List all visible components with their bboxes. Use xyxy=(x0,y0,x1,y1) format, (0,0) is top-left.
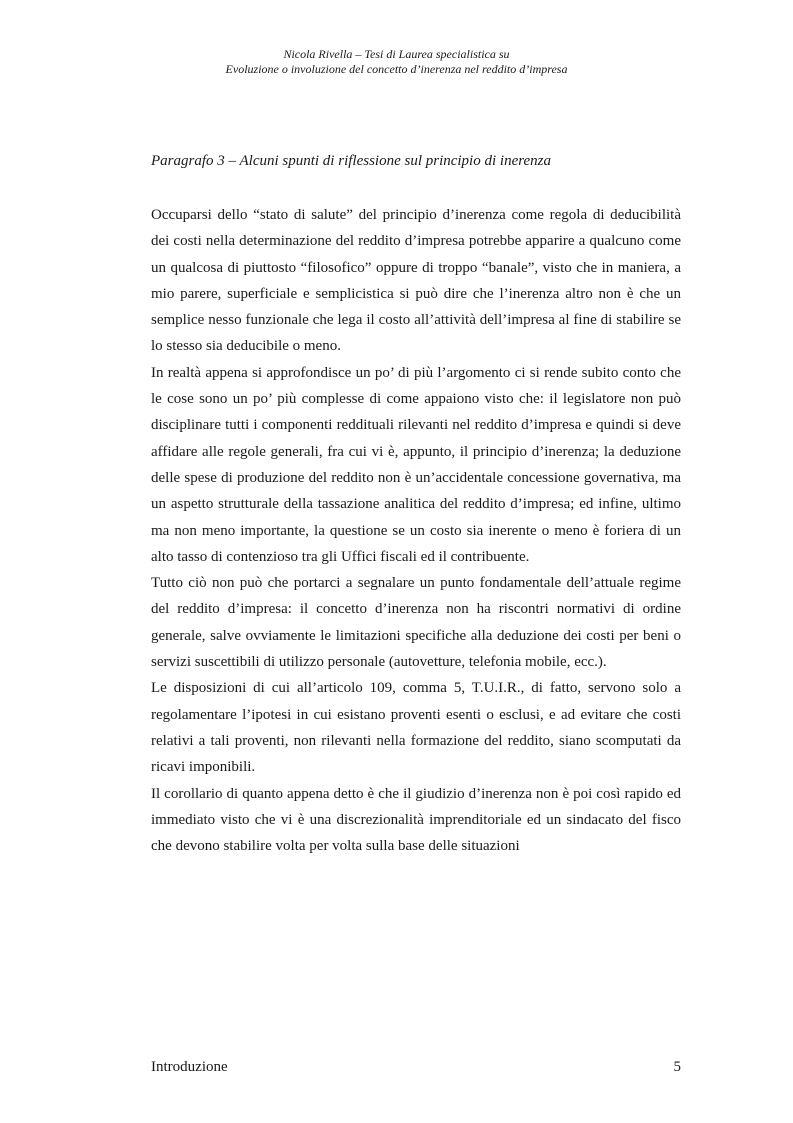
header-author-line: Nicola Rivella – Tesi di Laurea specialistica su xyxy=(283,47,510,61)
footer-section-label: Introduzione xyxy=(151,1059,228,1075)
header-title-line: Evoluzione o involuzione del concetto d’inerenza nel reddito d’impresa xyxy=(225,62,568,76)
page-footer xyxy=(151,1058,681,1076)
paragraph: In realtà appena si approfondisce un po’ di più l’argomento ci si rende subito conto che le cose sono un po’ più complesse di come appaiono visto che: il legislatore non può disciplinare tutti i componenti reddituali rilevanti nel reddito d’impresa e quindi si deve affidare alle regole generali, fra cui vi è, appunto, il principio d’inerenza; la deduzione delle spese di produzione del reddito non è un’accidentale concessione governativa, ma un aspetto strutturale della tassazione analitica del reddito d’impresa; ed infine, ultimo ma non meno importante, la questione se un costo sia inerente o meno è foriera di un alto tasso di contenzioso tra gli Uffici fiscali ed il contribuente. xyxy=(151,364,681,565)
paragraph: Tutto ciò non può che portarci a segnalare un punto fondamentale dell’attuale regime del reddito d’impresa: il concetto d’inerenza non ha riscontri normativi di ordine generale, salve ovviamente le limitazioni specifiche alla deduzione dei costi per beni o servizi suscettibili di utilizzo personale (autovetture, telefonia mobile, ecc.). xyxy=(151,575,681,671)
paragraph: Il corollario di quanto appena detto è che il giudizio d’inerenza non è poi così rapido ed immediato visto che vi è una discrezionalità imprenditoriale ed un sindacato del fisco che devono stabilire volta per volta sulla base delle situazioni xyxy=(151,785,681,855)
section-title: Paragrafo 3 – Alcuni spunti di riflessione sul principio di inerenza xyxy=(151,153,551,169)
page-number: 5 xyxy=(673,1059,681,1075)
running-header xyxy=(0,47,793,77)
paragraph: Le disposizioni di cui all’articolo 109, comma 5, T.U.I.R., di fatto, servono solo a regolamentare l’ipotesi in cui esistano proventi esenti o esclusi, e ad evitare che costi relativi a tali proventi, non rilevanti nella formazione del reddito, siano scomputati da ricavi imponibili. xyxy=(151,680,681,776)
body-text xyxy=(151,202,681,859)
paragraph: Occuparsi dello “stato di salute” del principio d’inerenza come regola di deducibilità dei costi nella determinazione del reddito d’impresa potrebbe apparire a qualcuno come un qualcosa di piuttosto “filosofico” oppure di troppo “banale”, visto che in maniera, a mio parere, superficiale e semplicistica si può dire che l’inerenza altro non è che un semplice nesso funzionale che lega il costo all’attività dell’impresa al fine di stabilire se lo stesso sia deducibile o meno. xyxy=(151,207,681,355)
